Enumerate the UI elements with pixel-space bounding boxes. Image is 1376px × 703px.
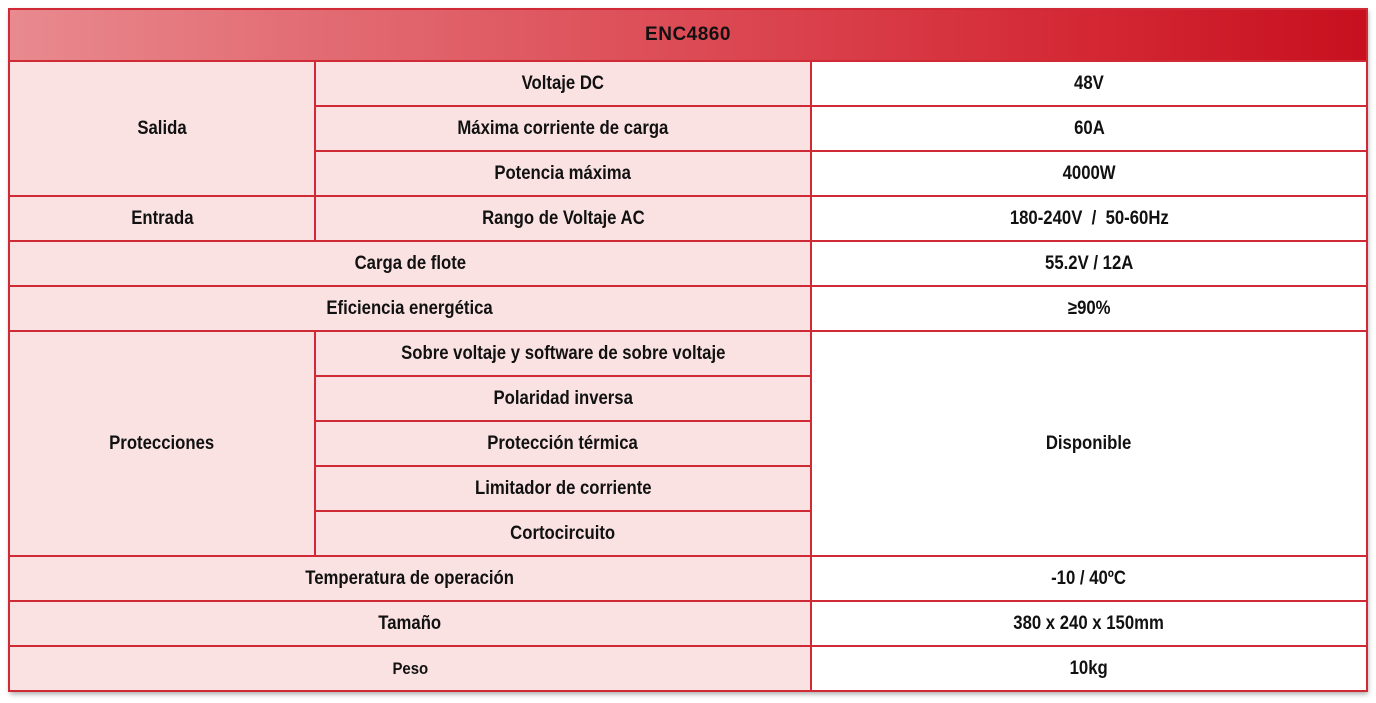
spec-table — [8, 8, 1368, 692]
value-protecciones: Disponible — [811, 331, 1367, 556]
spec-sheet — [8, 8, 1366, 691]
label-proteccion: Polaridad inversa — [315, 376, 811, 421]
value-peso: 10kg — [811, 646, 1367, 691]
label-peso: Peso — [9, 646, 811, 691]
label-voltaje-dc: Voltaje DC — [315, 61, 811, 106]
value-corriente: 60A — [811, 106, 1367, 151]
table-row — [9, 331, 1367, 376]
label-rango-voltaje: Rango de Voltaje AC — [315, 196, 811, 241]
label-potencia: Potencia máxima — [315, 151, 811, 196]
table-row — [9, 646, 1367, 691]
table-row — [9, 196, 1367, 241]
label-temperatura: Temperatura de operación — [9, 556, 811, 601]
label-proteccion: Protección térmica — [315, 421, 811, 466]
value-voltaje-dc: 48V — [811, 61, 1367, 106]
value-carga-flote: 55.2V / 12A — [811, 241, 1367, 286]
label-proteccion: Cortocircuito — [315, 511, 811, 556]
product-title: ENC4860 — [9, 9, 1367, 61]
table-row — [9, 286, 1367, 331]
table-row — [9, 556, 1367, 601]
label-carga-flote: Carga de flote — [9, 241, 811, 286]
group-salida: Salida — [9, 61, 315, 196]
value-rango-voltaje: 180-240V / 50-60Hz — [811, 196, 1367, 241]
label-tamano: Tamaño — [9, 601, 811, 646]
label-eficiencia: Eficiencia energética — [9, 286, 811, 331]
label-proteccion: Sobre voltaje y software de sobre voltaje — [315, 331, 811, 376]
title-row — [9, 9, 1367, 61]
value-temperatura: -10 / 40ºC — [811, 556, 1367, 601]
label-corriente: Máxima corriente de carga — [315, 106, 811, 151]
group-protecciones: Protecciones — [9, 331, 315, 556]
table-row — [9, 601, 1367, 646]
table-row — [9, 241, 1367, 286]
value-tamano: 380 x 240 x 150mm — [811, 601, 1367, 646]
label-proteccion: Limitador de corriente — [315, 466, 811, 511]
value-potencia: 4000W — [811, 151, 1367, 196]
value-eficiencia: ≥90% — [811, 286, 1367, 331]
table-row — [9, 61, 1367, 106]
group-entrada: Entrada — [9, 196, 315, 241]
